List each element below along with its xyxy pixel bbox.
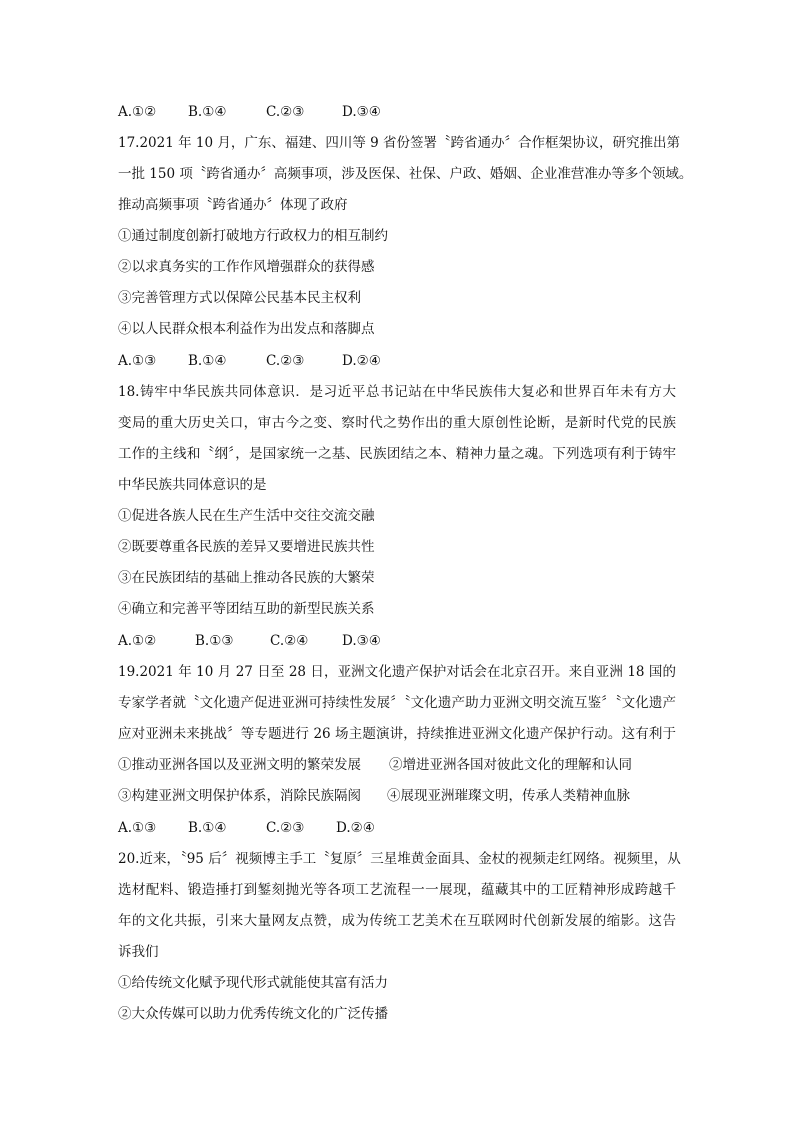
q19-choice-b: B.①④: [188, 820, 227, 836]
q17-statement-1: ①通过制度创新打破地方行政权力的相互制约: [118, 228, 388, 244]
q18-stem-line-3: 工作的主线和〝纲〞，是国家统一之基、民族团结之本、精神力量之魂。下列选项有利于铸牢: [118, 446, 676, 462]
q17-stem-line-1: 17.2021 年 10 月，广东、福建、四川等 9 省份签署〝跨省通办〞合作框架协议，研究推出第: [118, 135, 681, 151]
q17-stem-line-3: 推动高频事项〝跨省通办〞体现了政府: [118, 197, 348, 213]
q19-choice-a: A.①③: [118, 820, 157, 836]
q17-statement-2: ②以求真务实的工作作风增强群众的获得感: [118, 259, 375, 275]
q20-stem-line-4: 诉我们: [118, 944, 159, 960]
q16-choice-b: B.①④: [188, 104, 227, 120]
q19-stem-line-3: 应对亚洲未来挑战〞等专题进行 26 场主题演讲，持续推进亚洲文化遗产保护行动。这有利于: [118, 726, 676, 742]
q17-choice-c: C.②③: [266, 353, 305, 369]
q18-choice-b: B.①③: [195, 633, 234, 649]
q20-stem-line-2: 选材配料、锻造捶打到錾刻抛光等各项工艺流程一一展现，蕴藏其中的工匠精神形成跨越千: [118, 882, 676, 898]
q18-statement-1: ①促进各族人民在生产生活中交往交流交融: [118, 508, 375, 524]
q19-statements-row-1: [118, 756, 676, 774]
q19-stem-line-1: 19.2021 年 10 月 27 日至 28 日，亚洲文化遗产保护对话会在北京召开。来自亚洲 18 国的: [118, 664, 676, 680]
q19-statements-row-2: [118, 787, 676, 805]
q17-choice-d: D.②④: [342, 353, 381, 369]
q18-statement-3: ③在民族团结的基础上推动各民族的大繁荣: [118, 570, 375, 586]
q18-stem-line-4: 中华民族共同体意识的是: [118, 477, 267, 493]
q18-choice-a: A.①②: [118, 633, 157, 649]
q18-choice-d: D.③④: [342, 633, 381, 649]
q20-statement-2: ②大众传媒可以助力优秀传统文化的广泛传播: [118, 1006, 388, 1022]
q19-statement-2: ②增进亚洲各国对彼此文化的理解和认同: [389, 757, 632, 773]
q18-choice-c: C.②④: [270, 633, 309, 649]
q19-statement-4: ④展现亚洲璀璨文明，传承人类精神血脉: [387, 788, 630, 804]
q17-stem-line-2: 一批 150 项〝跨省通办〞高频事项，涉及医保、社保、户政、婚姻、企业准营准办等多个领域。: [118, 166, 693, 182]
q17-statement-3: ③完善管理方式以保障公民基本民主权利: [118, 290, 361, 306]
q18-statement-4: ④确立和完善平等团结互助的新型民族关系: [118, 601, 375, 617]
q20-stem-line-1: 20.近来，〝95 后〞视频博主手工〝复原〞三星堆黄金面具、金杖的视频走红网络。视频里，从: [118, 851, 681, 867]
q20-stem-line-3: 年的文化共振，引来大量网友点赞，成为传统工艺美术在互联网时代创新发展的缩影。这告: [118, 913, 676, 929]
q17-choice-b: B.①④: [188, 353, 227, 369]
q17-statement-4: ④以人民群众根本利益作为出发点和落脚点: [118, 321, 375, 337]
q19-choice-d: D.②④: [336, 820, 375, 836]
q16-choice-c: C.②③: [266, 104, 305, 120]
q18-stem-line-2: 变局的重大历史关口，审古今之变、察时代之势作出的重大原创性论断，是新时代党的民族: [118, 415, 676, 431]
q16-choice-a: A.①②: [118, 104, 157, 120]
q20-statement-1: ①给传统文化赋予现代形式就能使其富有活力: [118, 975, 388, 991]
q18-stem-line-1: 18.铸牢中华民族共同体意识．是习近平总书记站在中华民族伟大复必和世界百年未有方大: [118, 384, 676, 400]
q18-statement-2: ②既要尊重各民族的差异又要增进民族共性: [118, 539, 375, 555]
q17-choice-a: A.①③: [118, 353, 157, 369]
q19-statement-1: ①推动亚洲各国以及亚洲文明的繁荣发展: [118, 757, 361, 773]
q16-choice-d: D.③④: [342, 104, 381, 120]
q19-choice-c: C.②③: [266, 820, 305, 836]
q19-statement-3: ③构建亚洲文明保护体系，消除民族隔阂: [118, 788, 361, 804]
q19-stem-line-2: 专家学者就〝文化遗产促进亚洲可持续性发展〞〝文化遗产助力亚洲文明交流互鉴〞〝文化遗产: [118, 695, 676, 711]
